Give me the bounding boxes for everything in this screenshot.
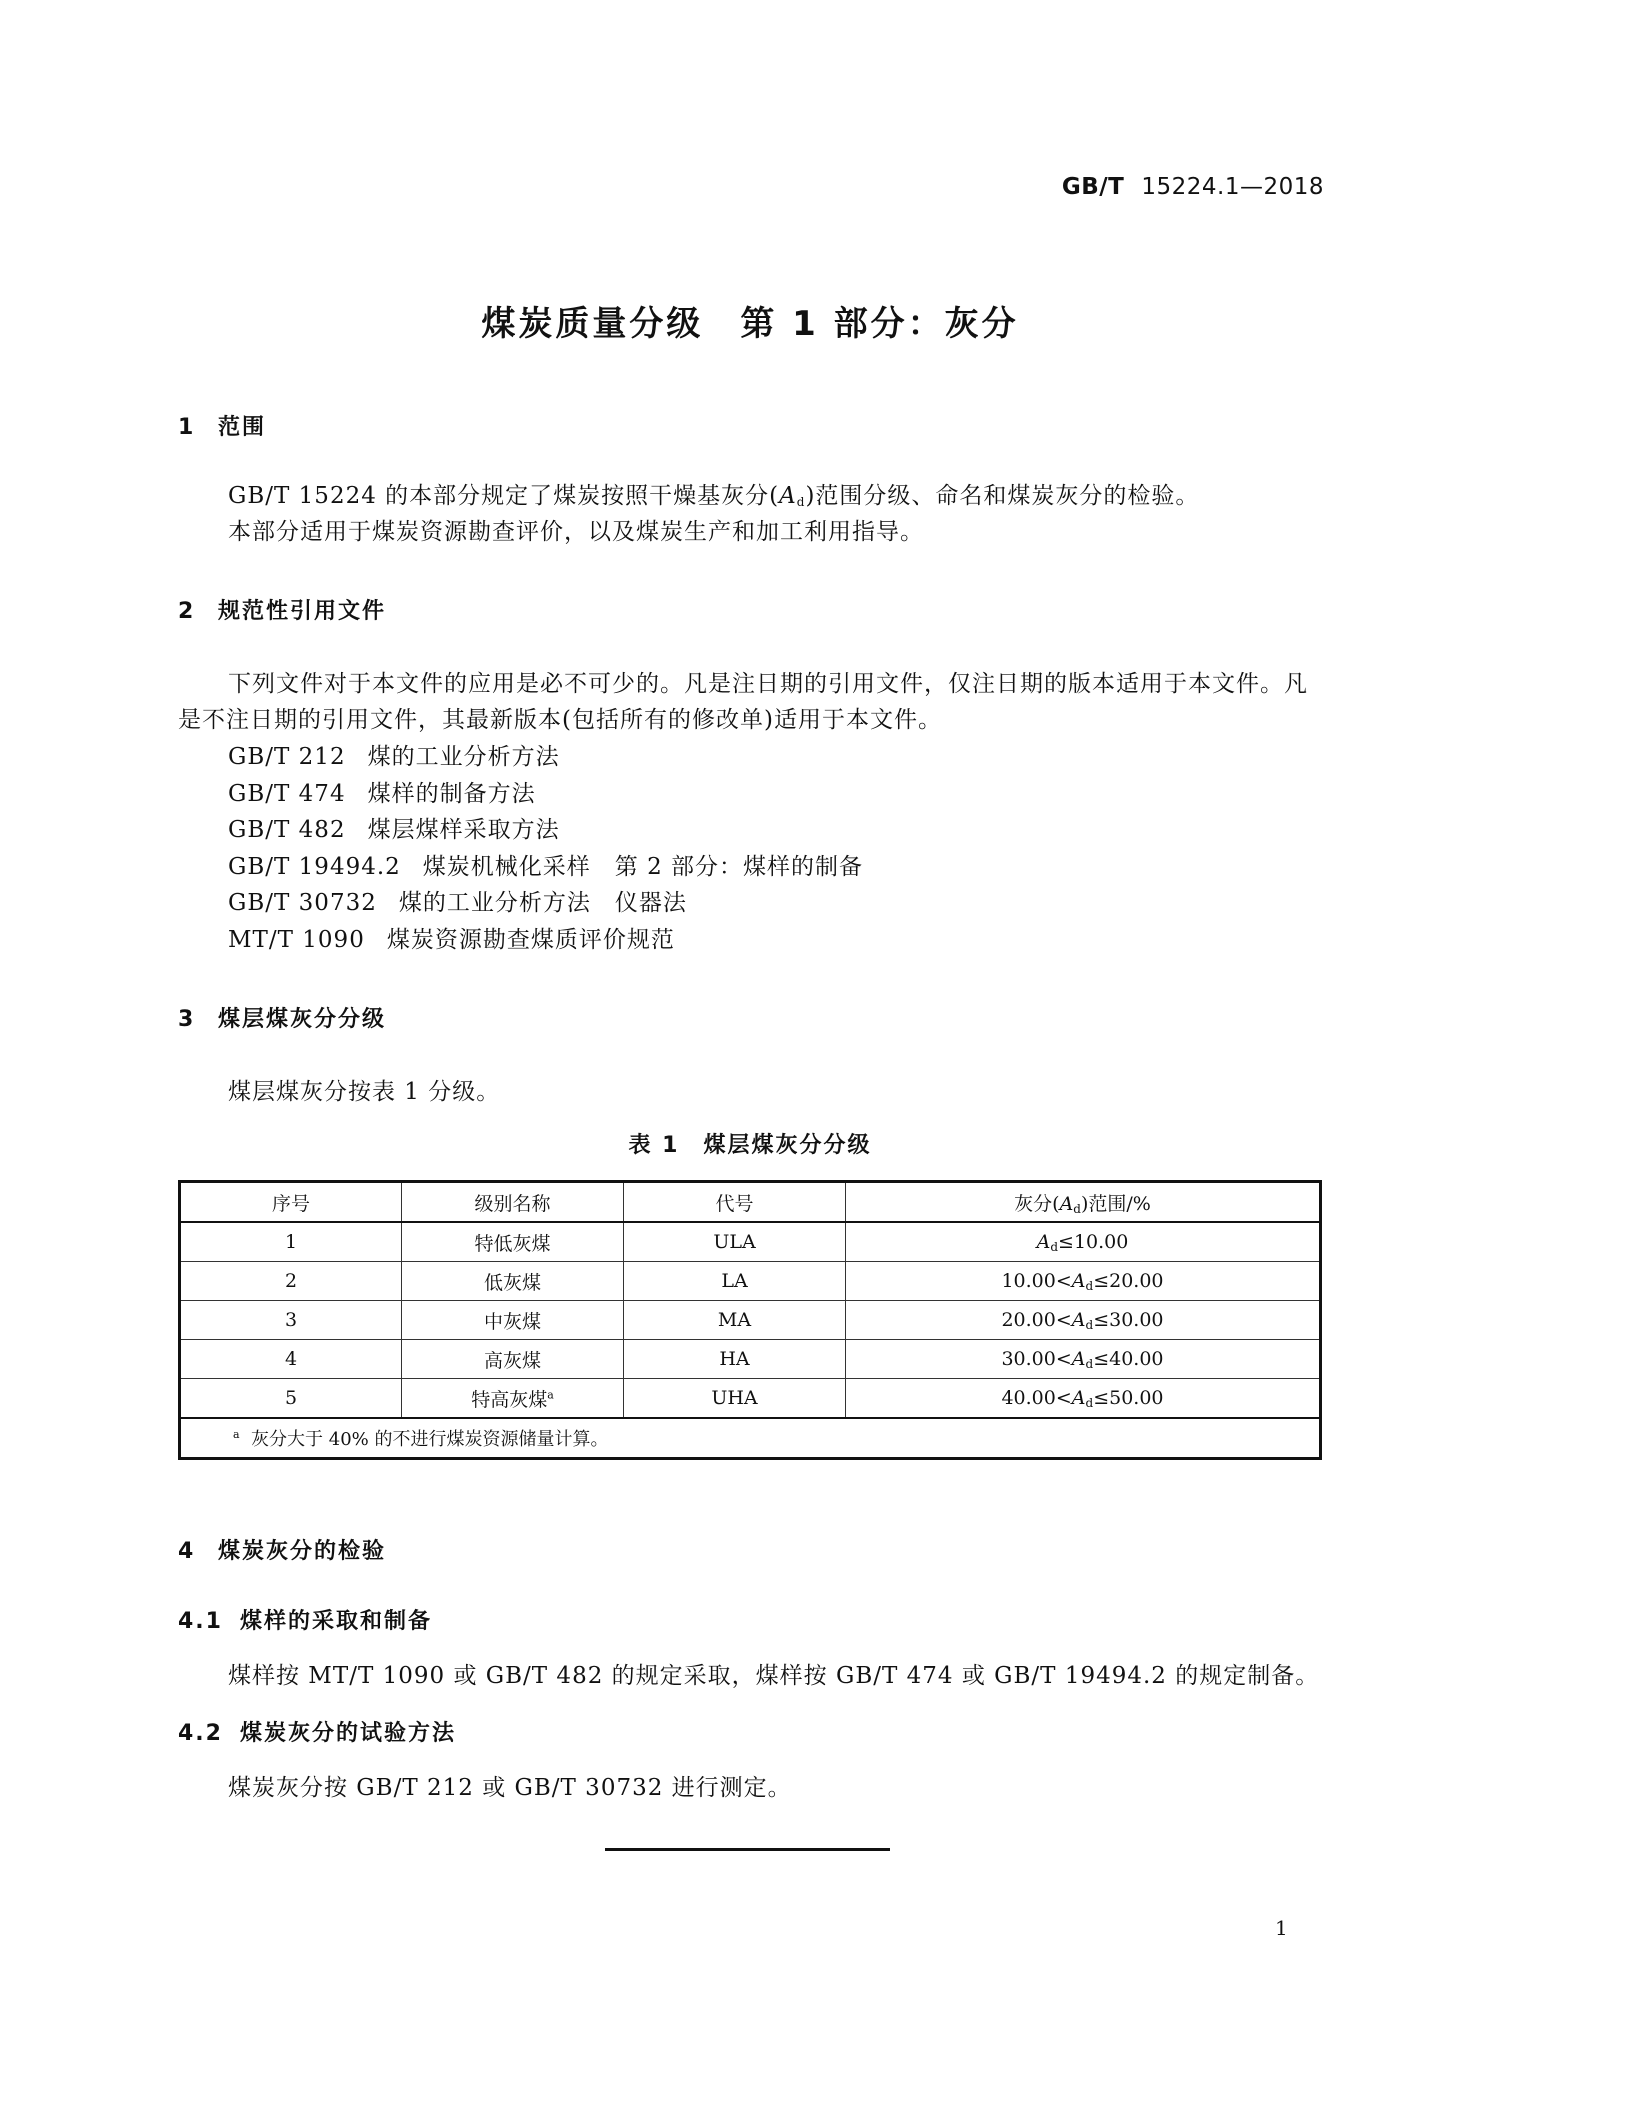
cell-code: HA bbox=[624, 1340, 846, 1379]
cell-range: $30.00<A_d\le 40.00$ bbox=[846, 1340, 1321, 1379]
header-code: 代号 bbox=[624, 1182, 846, 1223]
section-number: 2 bbox=[178, 599, 196, 624]
cell-name: 中灰煤 bbox=[402, 1301, 624, 1340]
section-4-2-heading bbox=[178, 1716, 456, 1747]
cell-index: 3 bbox=[180, 1301, 402, 1340]
section-number: 3 bbox=[178, 1007, 196, 1032]
page-number: 1 bbox=[1275, 1916, 1288, 1940]
ash-symbol: A bbox=[779, 483, 797, 509]
table-header-row bbox=[180, 1182, 1321, 1223]
section-title: 规范性引用文件 bbox=[218, 599, 387, 624]
table-row bbox=[180, 1262, 1321, 1301]
section-number: 4.1 bbox=[178, 1609, 223, 1634]
reference-list bbox=[228, 739, 863, 959]
section-title: 煤样的采取和制备 bbox=[240, 1609, 433, 1634]
reference-item: GB/T 482 煤层煤样采取方法 bbox=[228, 817, 560, 844]
cell-name: 特高灰煤$^a$ bbox=[402, 1379, 624, 1419]
sampling-paragraph: 煤样按 MT/T 1090 或 GB/T 482 的规定采取，煤样按 GB/T 474 或 GB/T 19494.2 的规定制备。 bbox=[228, 1663, 1320, 1689]
cell-code: MA bbox=[624, 1301, 846, 1340]
reference-item: GB/T 19494.2 煤炭机械化采样 第 2 部分：煤样的制备 bbox=[228, 853, 864, 880]
cell-range: $10.00<A_d\le 20.00$ bbox=[846, 1262, 1321, 1301]
scope-paragraph-2: 本部分适用于煤炭资源勘查评价，以及煤炭生产和加工利用指导。 bbox=[228, 519, 924, 545]
section-title: 煤炭灰分的检验 bbox=[218, 1539, 387, 1564]
cell-index: 4 bbox=[180, 1340, 402, 1379]
cell-code: ULA bbox=[624, 1222, 846, 1262]
table-row bbox=[180, 1222, 1321, 1262]
standard-prefix: GB/T bbox=[1061, 174, 1125, 200]
ash-grade-table bbox=[178, 1180, 1322, 1460]
end-rule bbox=[605, 1848, 890, 1851]
document-title: 煤炭质量分级 第 1 部分：灰分 bbox=[481, 304, 1019, 344]
cell-name: 特低灰煤 bbox=[402, 1222, 624, 1262]
section-title: 煤炭灰分的试验方法 bbox=[240, 1721, 457, 1746]
cell-code: LA bbox=[624, 1262, 846, 1301]
table-row bbox=[180, 1340, 1321, 1379]
footnote-marker: a bbox=[547, 1388, 554, 1402]
table-caption: 表 1 煤层煤灰分分级 bbox=[628, 1133, 872, 1158]
header-range: 灰分$(A_d)$范围/% bbox=[846, 1182, 1321, 1223]
section-title: 范围 bbox=[218, 415, 267, 440]
test-method-paragraph: 煤炭灰分按 GB/T 212 或 GB/T 30732 进行测定。 bbox=[228, 1775, 792, 1801]
cell-name: 低灰煤 bbox=[402, 1262, 624, 1301]
cell-code: UHA bbox=[624, 1379, 846, 1419]
cell-index: 2 bbox=[180, 1262, 402, 1301]
section-4-1-heading bbox=[178, 1604, 432, 1635]
reference-item: GB/T 30732 煤的工业分析方法 仪器法 bbox=[228, 890, 687, 917]
cell-index: 1 bbox=[180, 1222, 402, 1262]
section-4-heading bbox=[178, 1534, 386, 1565]
section-number: 4.2 bbox=[178, 1721, 223, 1746]
cell-range: $20.00<A_d\le 30.00$ bbox=[846, 1301, 1321, 1340]
section-title: 煤层煤灰分分级 bbox=[218, 1007, 387, 1032]
references-intro: 下列文件对于本文件的应用是必不可少的。凡是注日期的引用文件，仅注日期的版本适用于本文件。凡是不注日期的引用文件，其最新版本(包括所有的修改单)适用于本文件。 bbox=[178, 671, 1308, 733]
header-name: 级别名称 bbox=[402, 1182, 624, 1223]
section-2-heading bbox=[178, 594, 386, 625]
cell-index: 5 bbox=[180, 1379, 402, 1419]
cell-range: $A_d\le 10.00$ bbox=[846, 1222, 1321, 1262]
reference-item: MT/T 1090 煤炭资源勘查煤质评价规范 bbox=[228, 926, 675, 953]
standard-number: 15224.1—2018 bbox=[1141, 174, 1324, 200]
section-number: 4 bbox=[178, 1539, 196, 1564]
cell-name: 高灰煤 bbox=[402, 1340, 624, 1379]
table-row bbox=[180, 1301, 1321, 1340]
table-row bbox=[180, 1379, 1321, 1419]
scope-paragraph-1: GB/T 15224 的本部分规定了煤炭按照干燥基灰分$(A_d)$范围分级、命名和煤炭灰分的检验。 bbox=[228, 483, 1200, 509]
standard-code bbox=[1062, 174, 1324, 200]
section-number: 1 bbox=[178, 415, 196, 440]
classification-intro: 煤层煤灰分按表 1 分级。 bbox=[228, 1079, 501, 1105]
reference-item: GB/T 212 煤的工业分析方法 bbox=[228, 744, 560, 770]
section-3-heading bbox=[178, 1002, 386, 1033]
section-1-heading bbox=[178, 410, 266, 441]
cell-range: $40.00<A_d\le 50.00$ bbox=[846, 1379, 1321, 1419]
table-footnote-row bbox=[180, 1418, 1321, 1459]
reference-item: GB/T 474 煤样的制备方法 bbox=[228, 780, 536, 807]
footnote-marker: a bbox=[233, 1428, 240, 1441]
table-footnote: $^a$ 灰分大于 40% 的不进行煤炭资源储量计算。 bbox=[180, 1418, 1321, 1459]
header-index: 序号 bbox=[180, 1182, 402, 1223]
